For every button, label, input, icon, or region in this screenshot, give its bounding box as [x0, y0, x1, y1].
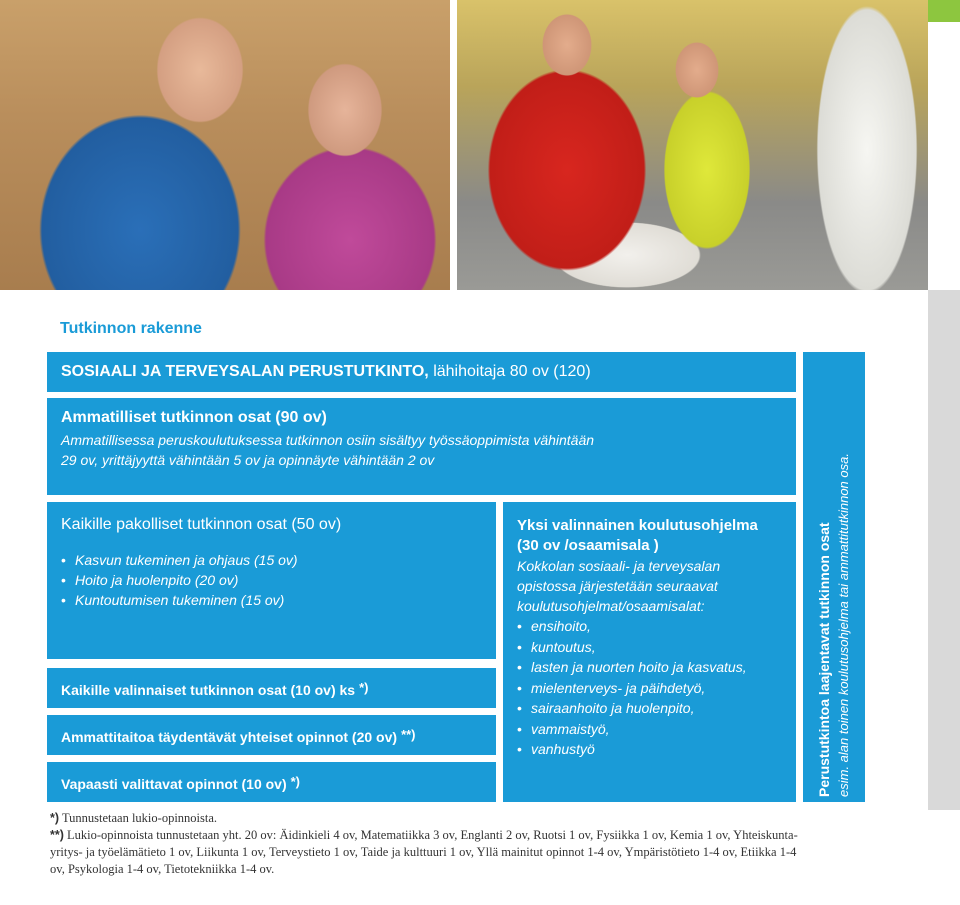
photo-knitting	[0, 0, 450, 290]
ammatilliset-box	[47, 398, 796, 495]
list-item: • Hoito ja huolenpito (20 ov)	[61, 570, 482, 590]
koulutusohjelma-title1: Yksi valinnainen koulutusohjelma	[517, 517, 758, 534]
list-item: • ensihoito,	[517, 616, 782, 637]
footnote-1	[50, 810, 800, 827]
list-item: • vammaistyö,	[517, 719, 782, 740]
laajentavat-desc: esim. alan toinen koulutusohjelma tai ammattitutkinnon osa.	[836, 453, 851, 797]
ammattitaitoa-mark: **)	[401, 727, 416, 742]
koulutusohjelma-desc1: Kokkolan sosiaali- ja terveysalan	[517, 558, 721, 574]
vapaasti-mark: *)	[290, 774, 301, 789]
ammatilliset-line2: 29 ov, yrittäjyyttä vähintään 5 ov ja opinnäyte vähintään 2 ov	[61, 452, 435, 468]
footnote-1-text: Tunnustetaan lukio-opinnoista.	[61, 811, 218, 825]
degree-subtitle: lähihoitaja 80 ov (120)	[433, 363, 591, 380]
vapaasti-title: Vapaasti valittavat opinnot (10 ov)	[61, 776, 287, 792]
list-item: • Kasvun tukeminen ja ohjaus (15 ov)	[61, 550, 482, 570]
koulutusohjelma-box	[503, 502, 796, 802]
footnotes	[50, 810, 800, 878]
koulutusohjelma-title2: (30 ov /osaamisala )	[517, 537, 659, 554]
ammattitaitoa-title: Ammattitaitoa täydentävät yhteiset opinnot (20 ov)	[61, 729, 398, 745]
koulutusohjelma-desc3: koulutusohjelmat/osaamisalat:	[517, 598, 705, 614]
green-corner-accent	[928, 0, 960, 22]
ammattitaitoa-box	[47, 715, 496, 755]
ammatilliset-line1: Ammatillisessa peruskoulutuksessa tutkinnon osiin sisältyy työssäoppimista vähintään	[61, 432, 595, 448]
footnote-2	[50, 827, 800, 878]
pakolliset-box	[47, 502, 496, 659]
laajentavat-text	[814, 357, 854, 797]
laajentavat-side-box	[803, 352, 865, 802]
pakolliset-title: Kaikille pakolliset tutkinnon osat (50 ov)	[61, 516, 342, 533]
gray-side-strip	[928, 290, 960, 810]
vapaasti-box	[47, 762, 496, 802]
valinnaiset-mark: *)	[359, 680, 369, 695]
photo-paramedics	[457, 0, 928, 290]
list-item: • mielenterveys- ja päihdetyö,	[517, 678, 782, 699]
pakolliset-list	[61, 550, 482, 610]
valinnaiset-box	[47, 668, 496, 708]
list-item: • kuntoutus,	[517, 637, 782, 658]
laajentavat-title: Perustutkintoa laajentavat tutkinnon osat	[816, 522, 832, 797]
footnote-1-mark: *)	[50, 811, 60, 825]
footnote-2-text: Lukio-opinnoista tunnustetaan yht. 20 ov: Äidinkieli 4 ov, Matematiikka 3 ov, Englanti 2 ov, Ruotsi 1 ov, Fysiikka 1 ov, Kemia 1 ov, Yhteiskunta- yritys- ja työelämätieto 1 ov, Liikunta 1 ov, Terveystieto 1 ov, Taide ja kulttuuri 1 ov, Yllä mainitut opinnot 1-4 ov, Ympäristötieto 1-4 ov, Etiikka 1-4 ov, Psykologia 1-4 ov, Tietotekniikka 1-4 ov.	[50, 828, 798, 876]
valinnaiset-title: Kaikille valinnaiset tutkinnon osat (10 ov) ks	[61, 682, 356, 698]
ammatilliset-title: Ammatilliset tutkinnon osat (90 ov)	[61, 409, 327, 426]
list-item: • lasten ja nuorten hoito ja kasvatus,	[517, 657, 782, 678]
koulutusohjelma-desc2: opistossa järjestetään seuraavat	[517, 578, 718, 594]
list-item: • sairaanhoito ja huolenpito,	[517, 698, 782, 719]
section-label: Tutkinnon rakenne	[60, 320, 202, 337]
degree-title: SOSIAALI JA TERVEYSALAN PERUSTUTKINTO,	[61, 363, 429, 380]
degree-header	[47, 352, 796, 392]
footnote-2-mark: **)	[50, 828, 64, 842]
koulutusohjelma-list	[517, 616, 782, 760]
list-item: • Kuntoutumisen tukeminen (15 ov)	[61, 590, 482, 610]
list-item: • vanhustyö	[517, 739, 782, 760]
